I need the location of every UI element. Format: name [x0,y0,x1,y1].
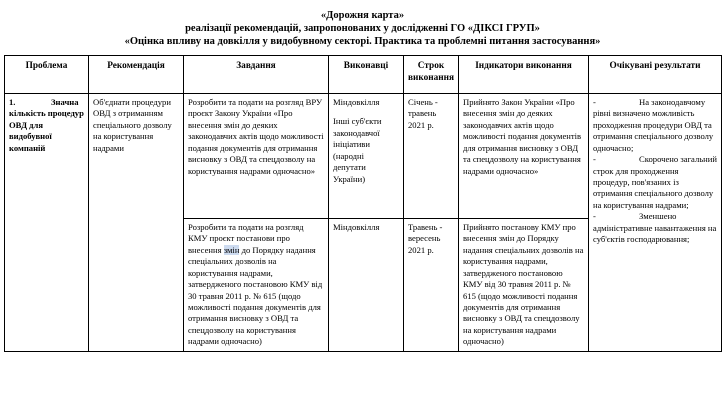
table-row [5,94,722,219]
performer-extra: Інші суб'єкти законодавчої ініціативи (народні депутати України) [333,116,382,184]
column-header-indicators: Індикатори виконання [459,56,589,94]
problem-text: Значна кількість процедур ОВД для видобувної компаній [9,97,84,153]
result-text-3: Зменшено адміністративне навантаження на суб'єктів господарювання; [593,211,717,245]
document-title-block [0,0,725,48]
roadmap-table [4,55,722,352]
column-header-results: Очікувані результати [589,56,722,94]
cell-deadline-row1 [404,94,459,219]
problem-text-wrapper [9,97,84,154]
cell-deadline-row2 [404,219,459,352]
column-header-recommendation: Рекомендація [89,56,184,94]
indicator-text: Прийнято постанову КМУ про внесення змін до Порядку надання спеціальних дозволів на користування надрами, затвердженого постановою КМУ від 30 травня 2011 р. № 615 (щодо можливості подання документів для отримання висновку з ОВД та спецдозволу на користування надрами одночасно) [463,222,584,347]
performer-main: Міндовкілля [333,222,380,233]
cell-task-row2 [184,219,329,352]
result-text-2: Скорочено загальний строк для проходження процедур, пов'язаних із отримання спеціального дозволу на користування надрами; [593,154,717,210]
title-line-3: «Оцінка впливу на довкілля у видобувному секторі. Практика та проблемні питання застосування» [124,36,601,48]
column-header-performers: Виконавці [329,56,404,94]
title-spacer [0,48,725,55]
result-dash-1: - [593,97,596,108]
cell-results [589,94,722,352]
task-text: Розробити та подати на розгляд ВРУ проєкт Закону України «Про внесення змін до деяких законодавчих актів щодо можливості подання документів для отримання висновку з ОВД та спецдозволу на користування надрами одночасно» [188,97,324,176]
deadline-text: Травень - вересень 2021 р. [408,222,443,255]
cell-task-row1 [184,94,329,219]
cell-indicators-row1 [459,94,589,219]
selected-text-highlight[interactable]: змін [223,244,240,255]
deadline-text: Січень - травень 2021 р. [408,97,438,130]
cell-performers-row1 [329,94,404,219]
problem-number: 1. [9,97,16,108]
column-header-problem: Проблема [5,56,89,94]
result-item-2 [593,154,717,211]
result-item-1 [593,97,717,154]
task-text-part1: Розробити та подати на розгляд КМУ проєкт постанови про внесення [188,222,304,255]
task-text-with-selection [188,222,324,348]
cell-problem [5,94,89,352]
result-item-3 [593,211,717,245]
cell-recommendation [89,94,184,352]
task-text-part2: до Порядку надання спеціальних дозволів на користування надрами, затвердженого постановою КМУ від 30 травня 2011 р. № 615 (щодо можливості подання документів для отримання висновку з ОВД та спецдозволу на користування надрами одночасно) [188,244,323,347]
cell-performers-row2 [329,219,404,352]
result-text-1: На законодавчому рівні визначено можливість проходження процедури ОВД та отримання спеціального дозволу одночасно; [593,97,714,153]
title-line-1: «Дорожня карта» [320,10,405,21]
column-header-task: Завдання [184,56,329,94]
table-header-row [5,56,722,94]
result-dash-3: - [593,211,596,222]
title-line-2: реалізації рекомендацій, запропонованих у дослідженні ГО «ДІКСІ ГРУП» [185,23,540,35]
performer-main: Міндовкілля [333,97,380,108]
indicator-text: Прийнято Закон України «Про внесення змін до деяких законодавчих актів щодо можливості подання документів для отримання висновку з ОВД та спецдозволу на користування надрами одночасно» [463,97,582,176]
column-header-deadline: Строк виконання [404,56,459,94]
recommendation-text: Об'єднати процедури ОВД з отриманням спеціального дозволу на користування надрами [93,97,172,153]
cell-indicators-row2 [459,219,589,352]
result-dash-2: - [593,154,596,165]
